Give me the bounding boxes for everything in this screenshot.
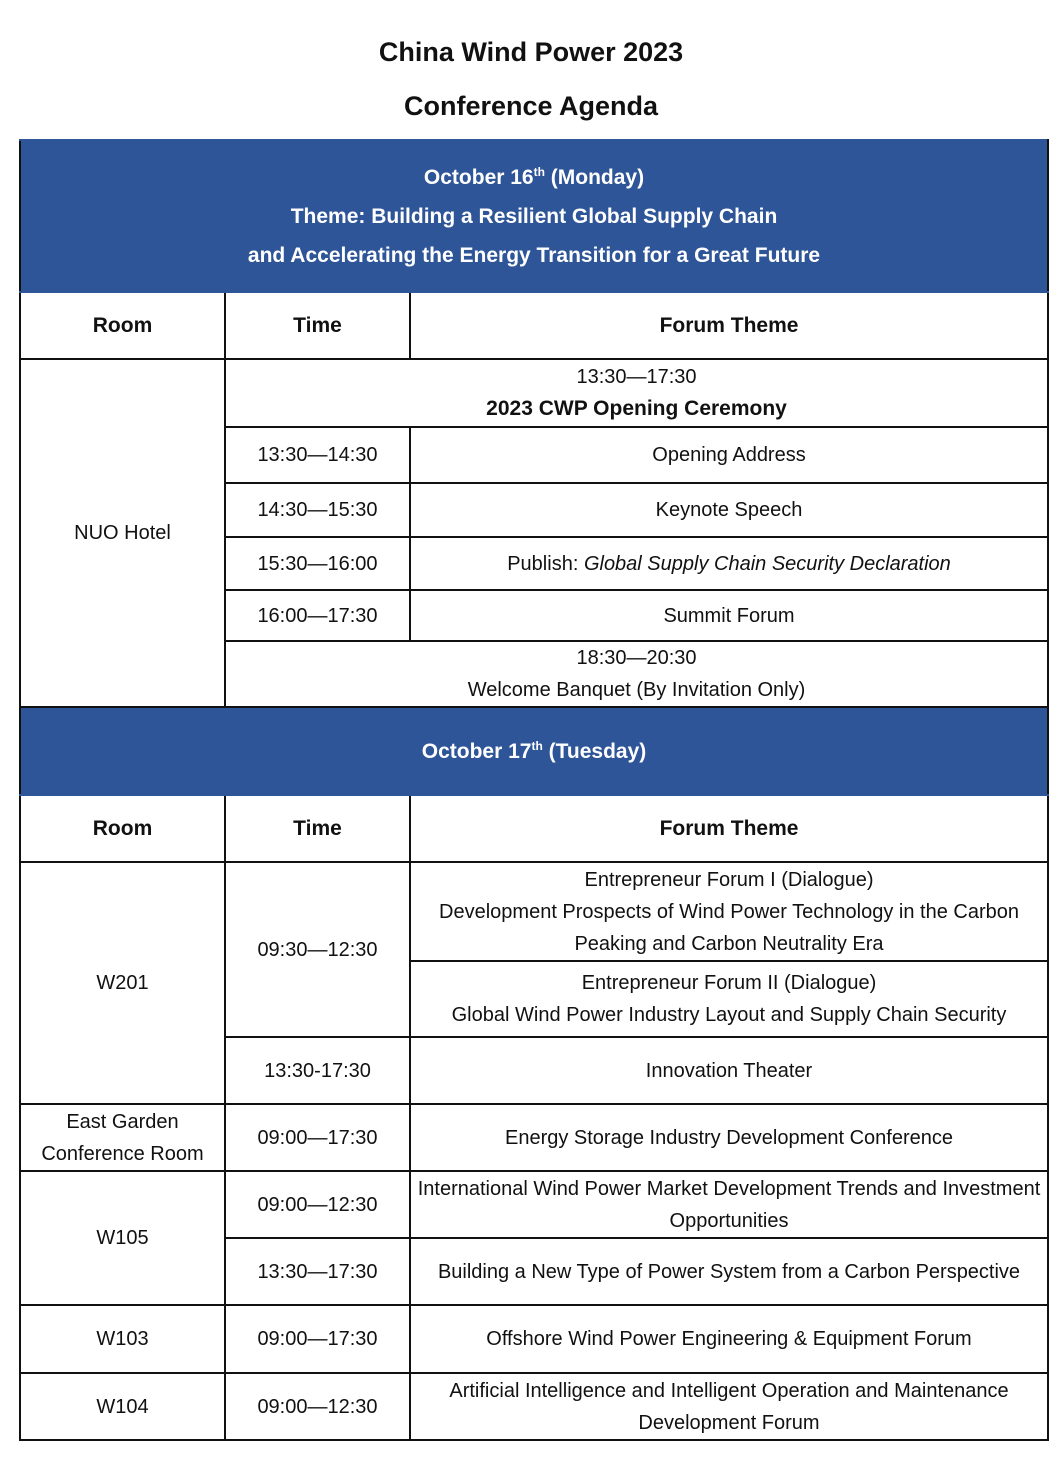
banquet-cell: [225, 641, 1048, 707]
theme-cell: Opening Address: [410, 427, 1048, 483]
day1-header-row: [20, 140, 1048, 292]
day1-theme-line1: Theme: Building a Resilient Global Supply Chain: [290, 204, 778, 228]
forum1-title: Entrepreneur Forum I (Dialogue): [584, 868, 874, 891]
theme-cell: [410, 862, 1048, 961]
ceremony-time: 13:30—17:30: [576, 366, 697, 388]
time-cell: 13:30—14:30: [225, 427, 410, 483]
theme-cell: [410, 961, 1048, 1037]
theme-cell: Artificial Intelligence and Intelligent Operation and Maintenance Development Forum: [410, 1373, 1048, 1440]
time-cell: 09:00—17:30: [225, 1104, 410, 1171]
time-cell: 13:30-17:30: [225, 1037, 410, 1104]
forum1-topic: Development Prospects of Wind Power Technology in the Carbon Peaking and Carbon Neutrality Era: [439, 900, 1019, 955]
day2-header-row: [20, 707, 1048, 795]
theme-cell: Keynote Speech: [410, 483, 1048, 537]
time-cell: 14:30—15:30: [225, 483, 410, 537]
time-cell: 09:00—12:30: [225, 1171, 410, 1238]
time-cell: 13:30—17:30: [225, 1238, 410, 1305]
column-header-time: Time: [225, 795, 410, 862]
time-cell: 16:00—17:30: [225, 590, 410, 641]
ceremony-cell: [225, 359, 1048, 427]
forum2-topic: Global Wind Power Industry Layout and Supply Chain Security: [451, 1004, 1007, 1026]
day1-header: [20, 140, 1048, 292]
room-cell: W201: [20, 862, 225, 1104]
table-row: [20, 359, 1048, 427]
column-header-time: Time: [225, 292, 410, 359]
room-cell: W104: [20, 1373, 225, 1440]
table-row: [20, 1171, 1048, 1238]
time-cell: 15:30—16:00: [225, 537, 410, 590]
day1-date: October 16th (Monday): [423, 164, 645, 189]
time-cell: 09:30—12:30: [225, 862, 410, 1037]
table-row: [20, 1373, 1048, 1440]
banquet-time: 18:30—20:30: [576, 647, 697, 669]
column-header-forum-theme: Forum Theme: [410, 292, 1048, 359]
column-header-room: Room: [20, 292, 225, 359]
theme-cell: Energy Storage Industry Development Conference: [410, 1104, 1048, 1171]
column-header-room: Room: [20, 795, 225, 862]
time-cell: 09:00—17:30: [225, 1305, 410, 1373]
table-row: [20, 1104, 1048, 1171]
day1-column-header-row: [20, 292, 1048, 359]
table-row: [20, 862, 1048, 961]
table-row: [20, 1305, 1048, 1373]
theme-cell: Offshore Wind Power Engineering & Equipment Forum: [410, 1305, 1048, 1373]
day1-theme-line2: and Accelerating the Energy Transition for a Great Future: [247, 243, 821, 267]
day2-column-header-row: [20, 795, 1048, 862]
theme-cell: Publish: Global Supply Chain Security Declaration: [410, 537, 1048, 590]
room-cell: W103: [20, 1305, 225, 1373]
column-header-forum-theme: Forum Theme: [410, 795, 1048, 862]
agenda-table: [19, 139, 1049, 1441]
room-cell: NUO Hotel: [20, 359, 225, 707]
room-cell: W105: [20, 1171, 225, 1305]
forum2-title: Entrepreneur Forum II (Dialogue): [581, 972, 877, 994]
theme-cell: Summit Forum: [410, 590, 1048, 641]
theme-cell: Innovation Theater: [410, 1037, 1048, 1104]
theme-cell: Building a New Type of Power System from a Carbon Perspective: [410, 1238, 1048, 1305]
ceremony-title: 2023 CWP Opening Ceremony: [486, 397, 787, 420]
document-title: China Wind Power 2023: [378, 37, 684, 67]
day2-header: [20, 707, 1048, 795]
banquet-title: Welcome Banquet (By Invitation Only): [467, 679, 806, 701]
theme-cell: International Wind Power Market Development Trends and Investment Opportunities: [410, 1171, 1048, 1238]
time-cell: 09:00—12:30: [225, 1373, 410, 1440]
day2-date: October 17th (Tuesday): [421, 738, 647, 763]
room-cell: East Garden Conference Room: [20, 1104, 225, 1171]
document-subtitle: Conference Agenda: [403, 91, 659, 121]
declaration-title: Global Supply Chain Security Declaration: [583, 552, 951, 575]
